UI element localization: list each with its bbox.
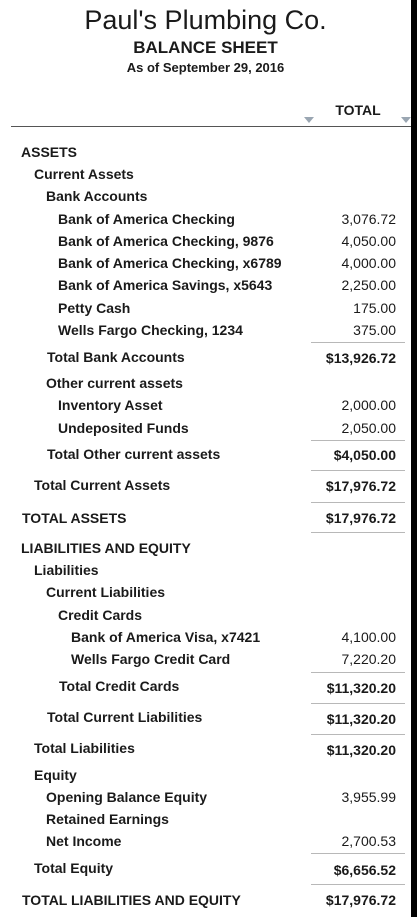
row-label[interactable]: Bank of America Checking [58,211,235,227]
row-label: Total Other current assets [47,446,221,462]
row-label: Total Equity [34,860,114,876]
report-title: BALANCE SHEET [133,38,278,57]
row-label: LIABILITIES AND EQUITY [21,540,191,556]
total-rule [311,502,405,503]
row-label: TOTAL ASSETS [22,510,127,526]
row-label[interactable]: Undeposited Funds [58,420,189,436]
report-row [0,562,411,584]
subtotal-rule [311,440,405,441]
report-row [0,767,411,789]
total-column-header[interactable]: TOTAL [335,102,381,118]
row-amount[interactable]: $11,320.20 [326,742,396,758]
report-row [0,584,411,606]
row-amount[interactable]: 4,100.00 [341,629,396,645]
report-row [0,540,411,562]
header-divider [11,126,411,127]
row-label[interactable]: Bank of America Savings, x5643 [58,277,273,293]
report-row [0,233,411,255]
row-amount[interactable]: 4,000.00 [341,255,396,271]
row-amount[interactable]: $4,050.00 [333,447,396,463]
report-row [0,811,411,833]
report-row [0,255,411,277]
total-rule [311,884,405,885]
column-resize-icon[interactable] [401,117,411,123]
row-amount[interactable]: 2,000.00 [341,397,396,413]
row-label[interactable]: Wells Fargo Credit Card [71,651,231,667]
row-label: TOTAL LIABILITIES AND EQUITY [22,892,241,908]
row-label: Other current assets [46,375,183,391]
row-label: Current Assets [34,166,134,182]
row-amount[interactable]: $13,926.72 [325,350,396,366]
row-label: Current Liabilities [46,584,166,600]
row-amount[interactable]: 3,955.99 [341,789,396,805]
report-row [0,188,411,210]
row-label: Equity [34,767,77,783]
row-label[interactable]: Bank of America Checking, x6789 [58,255,282,271]
row-amount[interactable]: $17,976.72 [325,510,396,526]
row-label: ASSETS [21,144,78,160]
row-label: Liabilities [34,562,99,578]
row-amount[interactable]: $11,320.20 [326,680,396,696]
total-row [0,892,411,914]
report-row [0,789,411,811]
row-label[interactable]: Inventory Asset [58,397,163,413]
row-label: Total Liabilities [34,740,135,756]
column-sort-icon[interactable] [304,117,314,123]
report-row [0,300,411,322]
row-label[interactable]: Petty Cash [58,300,131,316]
row-amount[interactable]: 2,250.00 [341,277,396,293]
report-row [0,833,411,855]
row-amount[interactable]: $17,976.72 [325,478,396,494]
report-row [0,397,411,419]
subtotal-row [0,477,411,499]
company-name: Paul's Plumbing Co. [84,5,327,35]
row-label[interactable]: Opening Balance Equity [46,789,208,805]
total-rule [311,532,405,533]
row-amount[interactable]: 7,220.20 [341,651,396,667]
row-amount[interactable]: $6,656.52 [333,862,396,878]
subtotal-row [0,709,411,731]
subtotal-row [0,740,411,762]
row-amount[interactable]: $11,320.20 [326,711,396,727]
subtotal-rule [311,734,405,735]
report-row [0,629,411,651]
report-row [0,166,411,188]
subtotal-rule [311,672,405,673]
subtotal-rule [311,470,405,471]
row-label: Bank Accounts [46,188,148,204]
row-amount[interactable]: 375.00 [353,322,396,338]
row-amount[interactable]: 2,700.53 [341,833,396,849]
row-label: Total Credit Cards [59,678,180,694]
subtotal-row [0,446,411,468]
row-label[interactable]: Bank of America Checking, 9876 [58,233,274,249]
row-amount[interactable]: $17,976.72 [325,892,396,908]
row-amount[interactable]: 2,050.00 [341,420,396,436]
row-amount[interactable]: 175.00 [353,300,396,316]
subtotal-rule [311,853,405,854]
total-row [0,510,411,532]
report-row [0,420,411,442]
report-row [0,322,411,344]
subtotal-row [0,860,411,882]
report-row [0,144,411,166]
subtotal-row [0,678,411,700]
row-amount[interactable]: 3,076.72 [341,211,396,227]
row-label[interactable]: Retained Earnings [46,811,169,827]
row-label[interactable]: Bank of America Visa, x7421 [71,629,261,645]
report-date: As of September 29, 2016 [126,60,285,75]
row-label: Credit Cards [58,607,143,623]
row-label: Total Current Assets [34,477,171,493]
report-row [0,277,411,299]
report-row [0,607,411,629]
row-label[interactable]: Net Income [46,833,122,849]
row-amount[interactable]: 4,050.00 [341,233,396,249]
row-label[interactable]: Wells Fargo Checking, 1234 [58,322,243,338]
subtotal-row [0,349,411,371]
report-row [0,211,411,233]
subtotal-rule [311,703,405,704]
row-label: Total Current Liabilities [47,709,203,725]
subtotal-rule [311,342,405,343]
report-row [0,375,411,397]
row-label: Total Bank Accounts [47,349,185,365]
report-row [0,651,411,673]
